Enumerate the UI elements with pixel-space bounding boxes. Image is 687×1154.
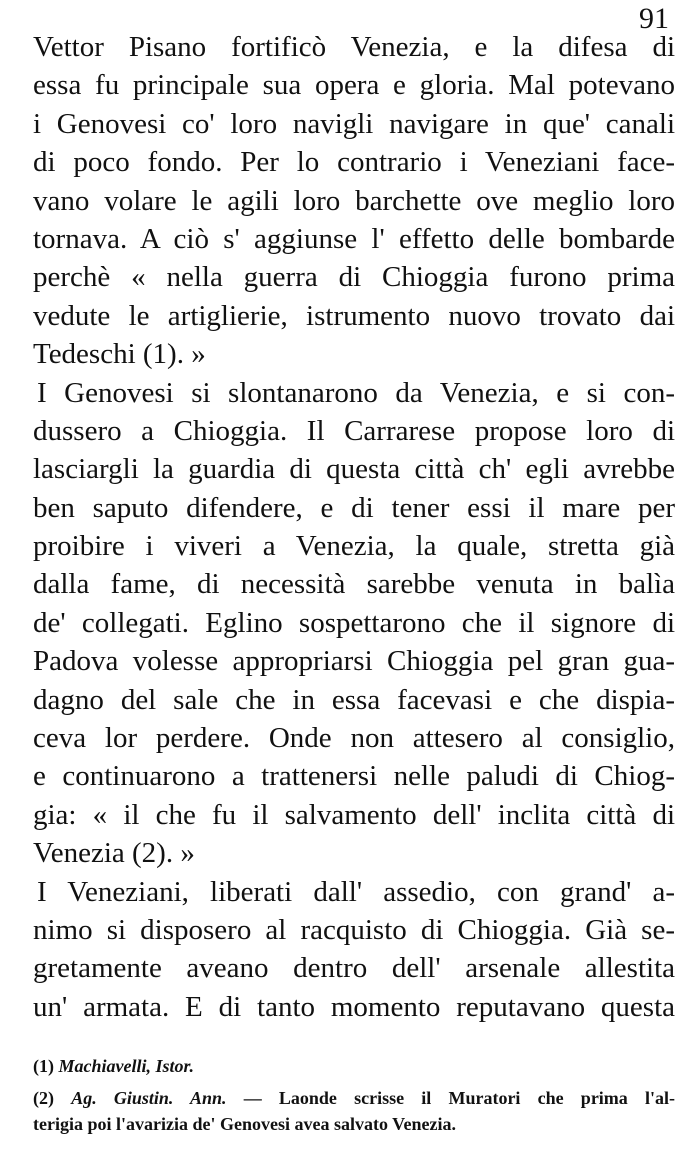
text-line: Padova volesse appropriarsi Chioggia pel gran gua- xyxy=(33,645,675,678)
text-line: tornava. A ciò s' aggiunse l' effetto delle bombarde xyxy=(33,222,675,255)
text-line: Venezia (2). » xyxy=(33,837,195,870)
text-line: I Genovesi si slontanarono da Venezia, e si con- xyxy=(37,376,675,409)
footnote-2 xyxy=(33,1085,675,1111)
text-line: dalla fame, di necessità sarebbe venuta in balìa xyxy=(33,568,675,601)
text-line: Tedeschi (1). » xyxy=(33,338,206,371)
text-line: vano volare le agili loro barchette ove meglio loro xyxy=(33,184,675,217)
text-line: i Genovesi co' loro navigli navigare in que' canali xyxy=(33,107,675,140)
text-line: ceva lor perdere. Onde non attesero al consiglio, xyxy=(33,722,675,755)
page-number: 91 xyxy=(639,2,669,35)
text-line: un' armata. E di tanto momento reputavano questa xyxy=(33,990,675,1023)
footnote-1-source: Machiavelli, Istor. xyxy=(58,1056,195,1076)
footnotes xyxy=(33,1053,675,1137)
text-line: gretamente aveano dentro dell' arsenale allestita xyxy=(33,952,675,985)
text-line: Vettor Pisano fortificò Venezia, e la difesa di xyxy=(33,31,675,63)
footnote-2-text: — Laonde scrisse il Muratori che prima l'al- xyxy=(243,1088,675,1108)
text-line: I Veneziani, liberati dall' assedio, con grand' a- xyxy=(37,875,675,908)
footnote-2-source: Ag. Giustin. Ann. xyxy=(71,1088,227,1108)
text-line: lasciargli la guardia di questa città ch' egli avrebbe xyxy=(33,453,675,486)
footnote-1 xyxy=(33,1053,675,1079)
text-line: dagno del sale che in essa facevasi e che dispia- xyxy=(33,683,675,716)
text-line: di poco fondo. Per lo contrario i Veneziani face- xyxy=(33,146,675,179)
text-line: de' collegati. Eglino sospettarono che il signore di xyxy=(33,606,675,639)
footnote-2-marker: (2) xyxy=(33,1088,54,1108)
text-line: essa fu principale sua opera e gloria. Mal potevano xyxy=(33,69,675,102)
body-text xyxy=(33,28,675,1026)
text-line: vedute le artiglierie, istrumento nuovo trovato dai xyxy=(33,299,675,332)
footnote-1-marker: (1) xyxy=(33,1056,54,1076)
text-line: proibire i viveri a Venezia, la quale, stretta già xyxy=(33,530,675,563)
text-line: e continuarono a trattenersi nelle paludi di Chiog- xyxy=(33,760,675,793)
text-line: dussero a Chioggia. Il Carrarese propose loro di xyxy=(33,414,675,447)
text-line: gia: « il che fu il salvamento dell' inclita città di xyxy=(33,798,675,831)
text-line: nimo si disposero al racquisto di Chioggia. Già se- xyxy=(33,913,675,946)
text-line: ben saputo difendere, e di tener essi il mare per xyxy=(33,491,675,524)
text-line: perchè « nella guerra di Chioggia furono prima xyxy=(33,261,675,294)
footnote-2-continuation: terigia poi l'avarizia de' Genovesi avea salvato Venezia. xyxy=(33,1114,456,1134)
